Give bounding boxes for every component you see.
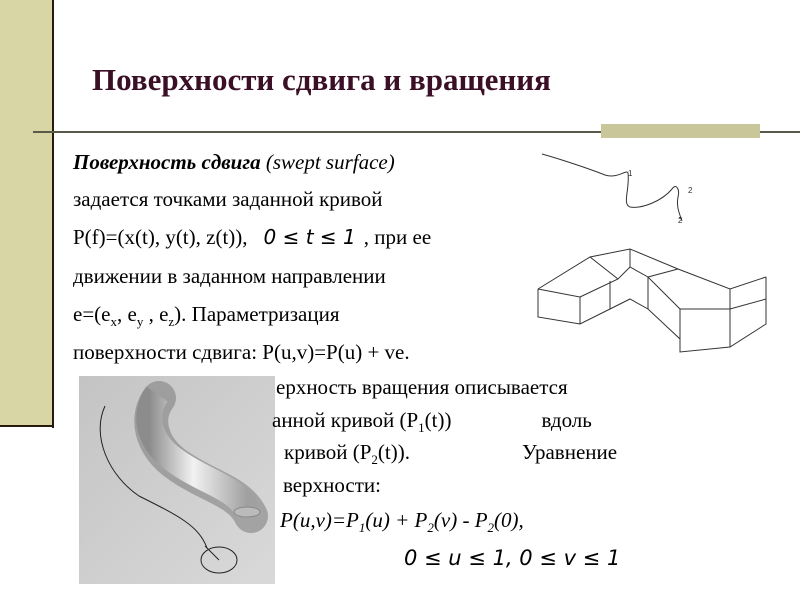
rotation-line-4: верхности: (283, 473, 381, 497)
figure-label-2a: 2 (688, 186, 693, 195)
sub-x: x (110, 314, 117, 330)
swept-t-range: 0 ≤ t ≤ 1 (263, 225, 356, 249)
swept-line-3 (73, 225, 431, 250)
swept-term: Поверхность сдвига (73, 150, 261, 174)
eq-a: P(u,v)=P (280, 508, 359, 532)
swept-line-3-tail: , при ее (363, 225, 432, 249)
eq-sub-1: 1 (358, 520, 366, 536)
rot-l3-sub: 2 (371, 452, 378, 468)
rotation-line-2 (272, 408, 592, 436)
swept-line-2: задается точками заданной кривой (73, 187, 383, 211)
swept-line-5 (73, 302, 340, 330)
figure-label-1: 1 (628, 169, 633, 178)
rotation-surface-figure (79, 376, 275, 584)
rotation-line-1: ерхность вращения описывается (276, 375, 568, 399)
rotation-range: 0 ≤ u ≤ 1, 0 ≤ v ≤ 1 (404, 546, 621, 570)
vec-e-comma2: , e (143, 302, 169, 326)
rotation-line-3 (284, 440, 618, 468)
figure-label-2b: 2 (678, 216, 683, 225)
vec-e-comma1: , e (116, 302, 137, 326)
eq-d: (0), (494, 508, 524, 532)
swept-surface-figure (530, 149, 770, 365)
swept-line-1 (73, 150, 395, 175)
vec-e-open: e=(e (73, 302, 111, 326)
rot-l3-c: Уравнение (521, 440, 618, 464)
left-accent-line (52, 0, 54, 428)
rot-l2-c: вдоль (541, 408, 592, 432)
left-accent-bar (0, 0, 52, 426)
rot-l2-a: анной кривой (P (272, 408, 419, 432)
rot-l3-b: (t)). (377, 440, 410, 464)
rotation-equation (280, 508, 524, 536)
eq-sub-2: 2 (427, 520, 434, 536)
rot-l3-a: кривой (P (284, 440, 372, 464)
slide-title: Поверхности сдвига и вращения (92, 62, 551, 97)
left-accent-bottom-rule (0, 425, 54, 427)
title-accent-block (601, 124, 760, 138)
eq-c: (v) - P (433, 508, 488, 532)
sub-z: z (168, 314, 175, 330)
sub-y: y (136, 314, 144, 330)
swept-term-en: (swept surface) (260, 150, 395, 174)
swept-line-4: движении в заданном направлении (73, 264, 386, 288)
rot-l2-sub: 1 (418, 420, 425, 436)
rot-l2-b: (t)) (424, 408, 452, 432)
eq-b: (u) + P (365, 508, 428, 532)
eq-sub-3: 2 (487, 520, 495, 536)
vec-e-close: ). Параметризация (174, 302, 340, 326)
swept-line-6: поверхности сдвига: P(u,v)=P(u) + ve. (73, 340, 410, 364)
swept-param-curve: P(f)=(x(t), y(t), z(t)), (73, 225, 248, 249)
